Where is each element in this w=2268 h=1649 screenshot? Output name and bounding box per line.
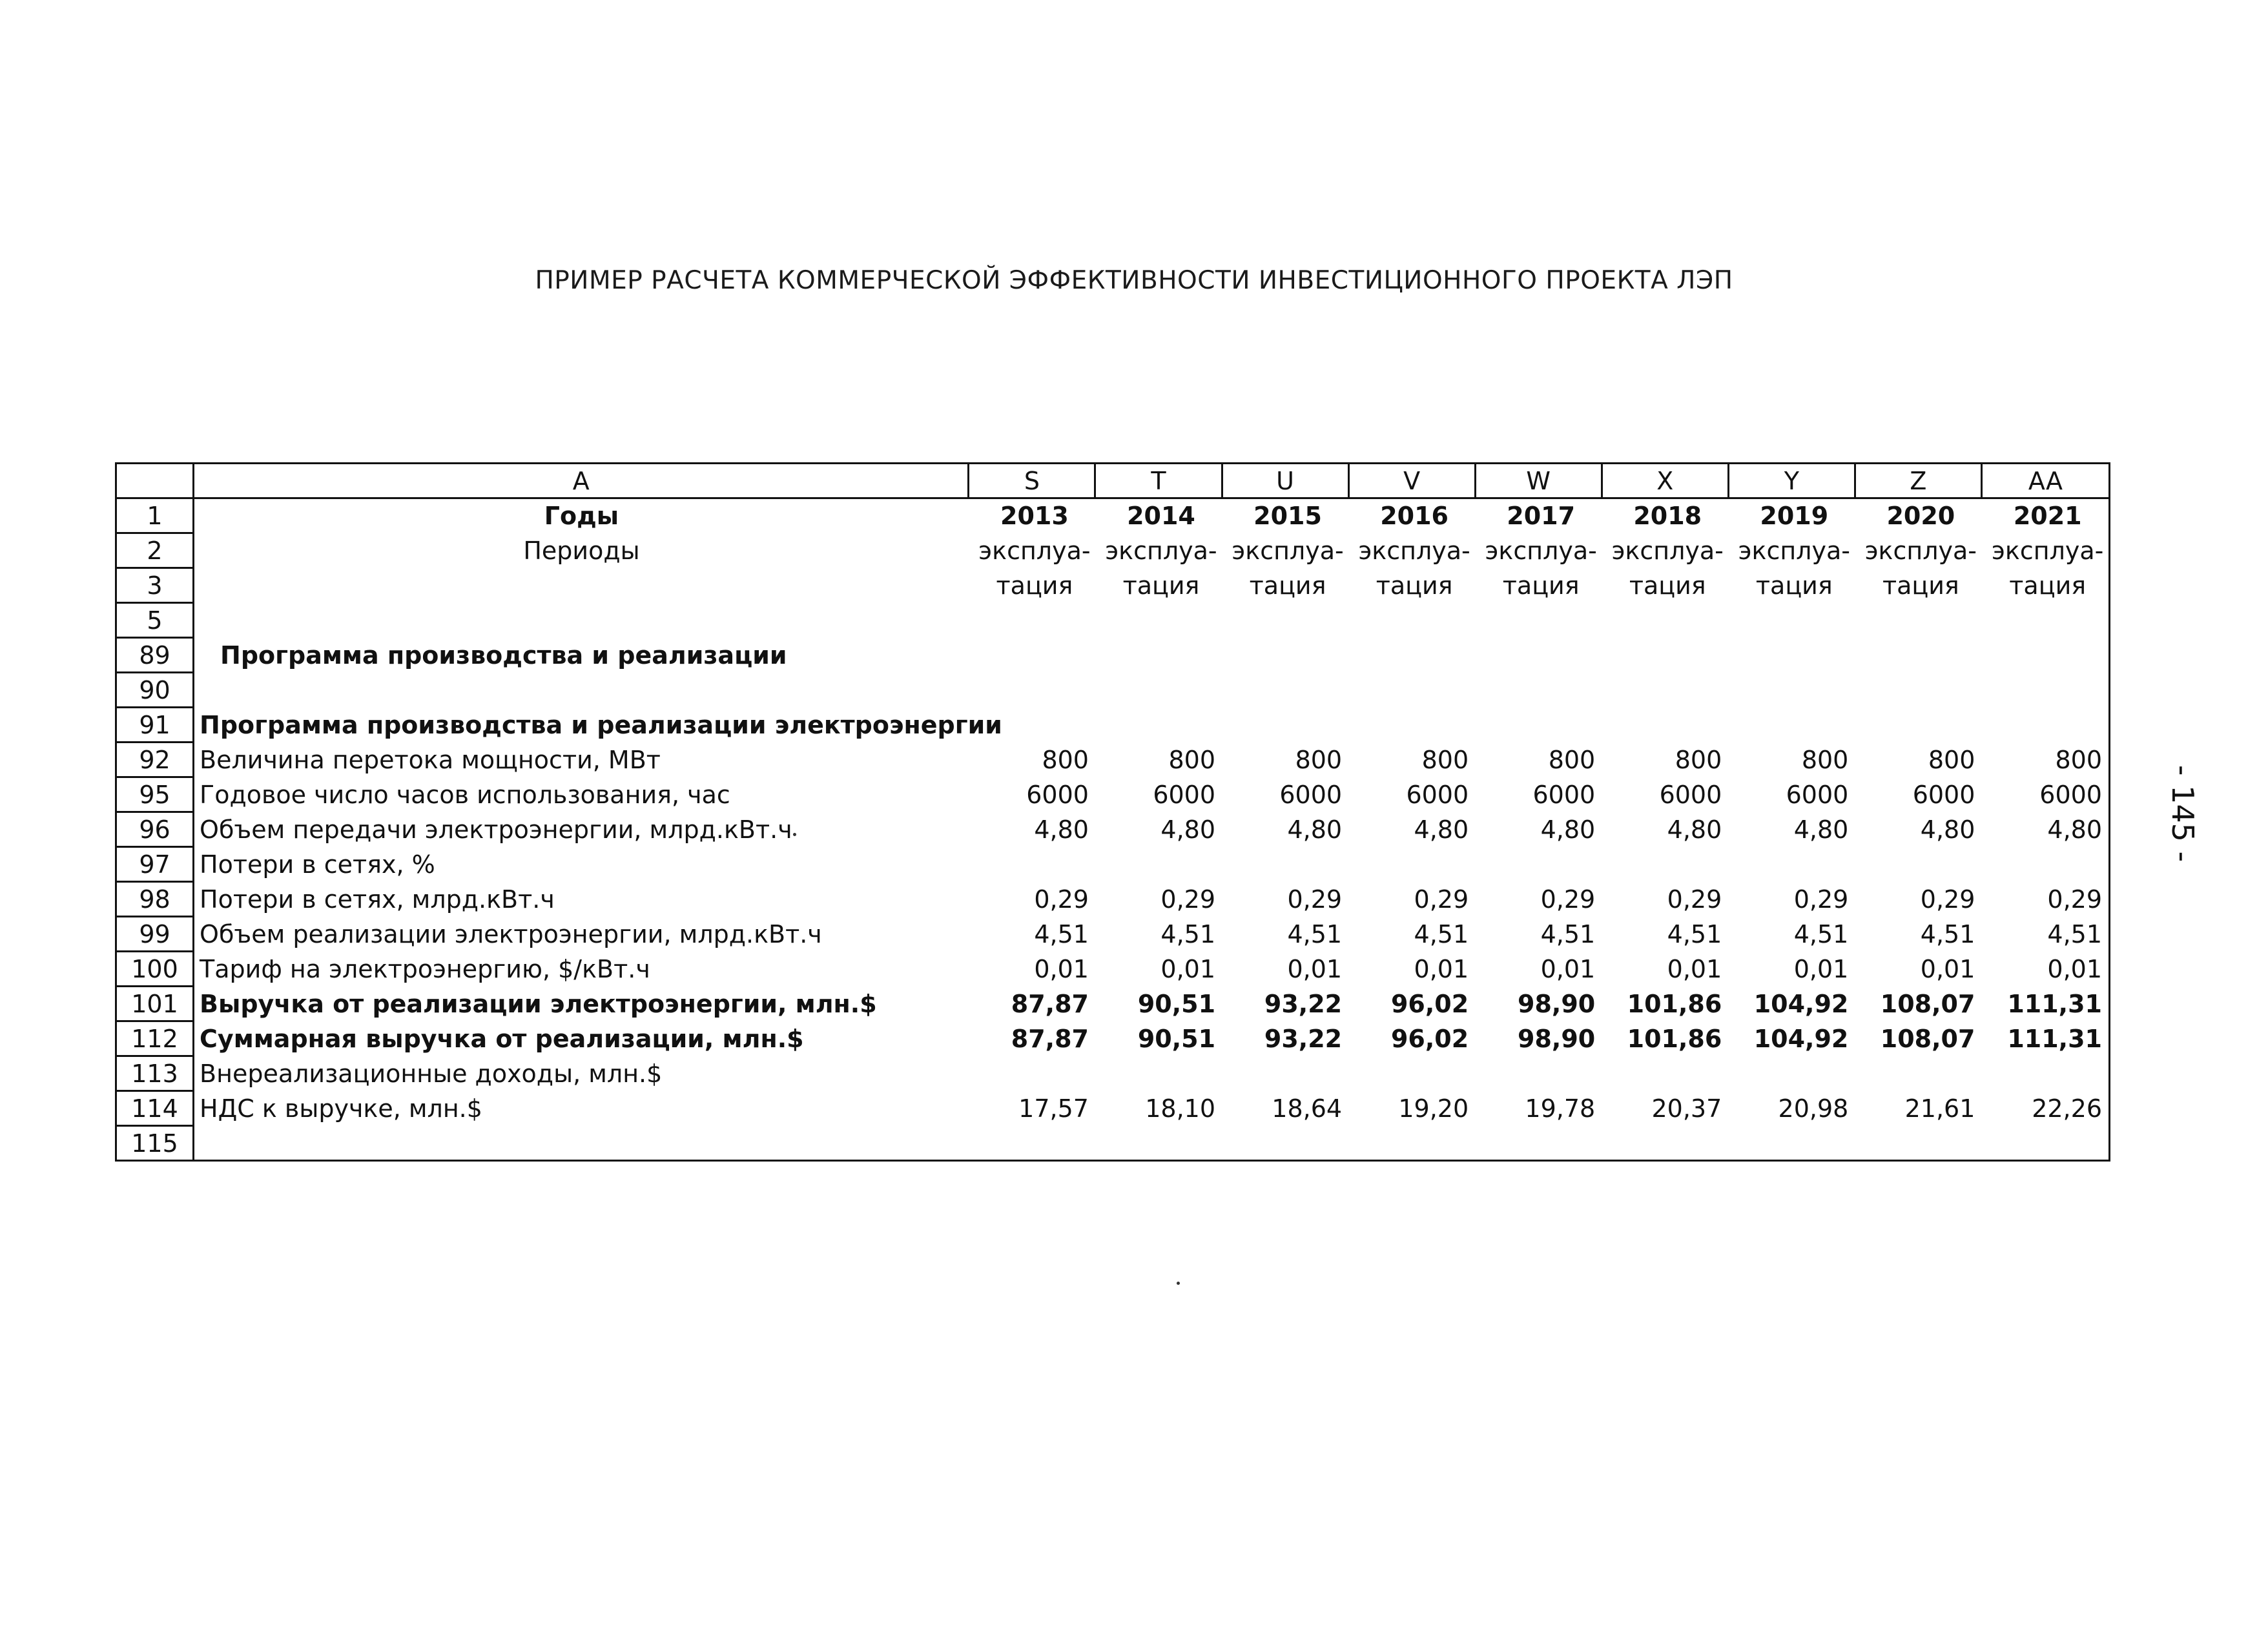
value-cell: 2015: [1253, 502, 1322, 531]
value-cell: 6000: [1659, 780, 1722, 809]
table-row: [116, 952, 2110, 987]
value-cell: эксплуа-: [978, 536, 1091, 565]
row-label: Суммарная выручка от реализации, млн.$: [194, 1021, 969, 1056]
row-label: Годы: [194, 498, 969, 533]
value-cell: 87,87: [1011, 989, 1089, 1018]
value-cell: [1602, 1126, 1728, 1161]
value-cell: 20,98: [1778, 1094, 1849, 1123]
table-row: [116, 1126, 2110, 1161]
row-label: [194, 603, 969, 638]
value-cell: 4,51: [1414, 919, 1469, 948]
value-cell: [969, 673, 1095, 708]
row-number: 95: [116, 777, 194, 812]
value-cell: [1348, 603, 1475, 638]
row-label: Тариф на электроэнергию, $/кВт.ч: [194, 952, 969, 987]
corner-cell: [116, 464, 194, 498]
row-number: 92: [116, 743, 194, 777]
value-cell: 0,01: [1981, 952, 2109, 987]
table-row: [116, 1021, 2110, 1056]
value-cell: [1981, 673, 2109, 708]
row-number: 115: [116, 1126, 194, 1161]
row-number: 100: [116, 952, 194, 987]
value-cell: 6000: [1279, 780, 1343, 809]
value-cell: 4,51: [1034, 919, 1089, 948]
value-cell: тация: [1502, 571, 1580, 600]
table-row: [116, 498, 2110, 533]
row-label: Величина перетока мощности, МВт: [194, 743, 969, 777]
value-cell: [1981, 847, 2109, 882]
value-cell: 2013: [1000, 502, 1069, 531]
value-cell: 20,37: [1651, 1094, 1722, 1123]
row-label: Годовое число часов использования, час: [194, 777, 969, 812]
value-cell: 0,29: [1160, 885, 1216, 914]
value-cell: 19,78: [1525, 1094, 1596, 1123]
value-cell: 2016: [1380, 502, 1448, 531]
value-cell: 4,51: [1160, 919, 1216, 948]
row-number: 3: [116, 568, 194, 603]
value-cell: 87,87: [1011, 1024, 1089, 1053]
value-cell: [1602, 708, 1728, 743]
value-cell: [1728, 603, 1855, 638]
value-cell: [1728, 847, 1855, 882]
value-cell: 2020: [1886, 502, 1955, 531]
value-cell: 2017: [1507, 502, 1576, 531]
value-cell: 90,51: [1137, 989, 1216, 1018]
value-cell: 800: [1042, 745, 1089, 774]
value-cell: 800: [1421, 745, 1469, 774]
value-cell: [969, 638, 1095, 673]
value-cell: 6000: [1153, 780, 1216, 809]
value-cell: 6000: [1981, 777, 2109, 812]
row-label: Объем реализации электроэнергии, млрд.кВт.ч: [194, 917, 969, 952]
value-cell: [1095, 1126, 1222, 1161]
row-number: 1: [116, 498, 194, 533]
value-cell: [1348, 638, 1475, 673]
value-cell: 98,90: [1518, 1024, 1596, 1053]
value-cell: 4,80: [1920, 815, 1975, 844]
value-cell: эксплуа-: [1105, 536, 1217, 565]
value-cell: 4,80: [1160, 815, 1216, 844]
value-cell: эксплуа-: [1981, 533, 2109, 568]
value-cell: [1602, 603, 1728, 638]
value-cell: [1728, 1126, 1855, 1161]
value-cell: [1475, 673, 1602, 708]
table-row: [116, 673, 2110, 708]
value-cell: 0,29: [1540, 885, 1596, 914]
value-cell: 4,80: [1981, 812, 2109, 847]
table-row: [116, 917, 2110, 952]
row-label: Выручка от реализации электроэнергии, млн.$: [194, 987, 969, 1021]
column-header: T: [1095, 464, 1222, 498]
value-cell: 101,86: [1627, 989, 1722, 1018]
value-cell: 4,51: [1920, 919, 1975, 948]
value-cell: 22,26: [1981, 1091, 2109, 1126]
table-row: [116, 638, 2110, 673]
value-cell: эксплуа-: [1864, 536, 1977, 565]
value-cell: 96,02: [1390, 1024, 1469, 1053]
value-cell: 90,51: [1137, 1024, 1216, 1053]
value-cell: 4,80: [1540, 815, 1596, 844]
value-cell: 2018: [1633, 502, 1702, 531]
value-cell: 800: [1981, 743, 2109, 777]
value-cell: 800: [1168, 745, 1216, 774]
value-cell: [1222, 1126, 1348, 1161]
value-cell: 0,29: [1034, 885, 1089, 914]
value-cell: [1602, 847, 1728, 882]
value-cell: [1222, 603, 1348, 638]
value-cell: [1855, 847, 1981, 882]
value-cell: [1602, 1056, 1728, 1091]
value-cell: [1855, 673, 1981, 708]
table-row: [116, 847, 2110, 882]
value-cell: тация: [1629, 571, 1706, 600]
column-header: V: [1348, 464, 1475, 498]
value-cell: [1728, 708, 1855, 743]
value-cell: [1475, 603, 1602, 638]
value-cell: 0,29: [1920, 885, 1975, 914]
value-cell: 93,22: [1264, 1024, 1343, 1053]
value-cell: 4,80: [1793, 815, 1849, 844]
value-cell: [1728, 1056, 1855, 1091]
table-row: [116, 533, 2110, 568]
value-cell: тация: [996, 571, 1073, 600]
value-cell: 0,29: [1287, 885, 1343, 914]
value-cell: [969, 603, 1095, 638]
column-header: X: [1602, 464, 1728, 498]
column-header: A: [194, 464, 969, 498]
value-cell: 4,51: [1540, 919, 1596, 948]
value-cell: 0,29: [1981, 882, 2109, 917]
row-label: Потери в сетях, %: [194, 847, 969, 882]
value-cell: 111,31: [1981, 1021, 2109, 1056]
table-row: [116, 882, 2110, 917]
value-cell: 4,51: [1981, 917, 2109, 952]
value-cell: 0,01: [1287, 954, 1343, 983]
column-header: S: [969, 464, 1095, 498]
value-cell: [1855, 708, 1981, 743]
row-number: 99: [116, 917, 194, 952]
value-cell: 0,01: [1034, 954, 1089, 983]
value-cell: тация: [1882, 571, 1959, 600]
value-cell: [1855, 638, 1981, 673]
table-row: [116, 603, 2110, 638]
value-cell: 0,29: [1793, 885, 1849, 914]
value-cell: [1348, 1126, 1475, 1161]
value-cell: 800: [1295, 745, 1343, 774]
table-row: [116, 708, 2110, 743]
value-cell: эксплуа-: [1611, 536, 1724, 565]
row-label: Периоды: [194, 533, 969, 568]
value-cell: 108,07: [1880, 1024, 1975, 1053]
value-cell: 4,51: [1793, 919, 1849, 948]
value-cell: 111,31: [1981, 987, 2109, 1021]
table-row: [116, 1056, 2110, 1091]
value-cell: 98,90: [1518, 989, 1596, 1018]
value-cell: [1095, 1056, 1222, 1091]
table-row: [116, 568, 2110, 603]
value-cell: [1348, 673, 1475, 708]
column-header: Y: [1728, 464, 1855, 498]
value-cell: тация: [1376, 571, 1453, 600]
value-cell: 101,86: [1627, 1024, 1722, 1053]
page-number: - 145 -: [2165, 764, 2200, 863]
value-cell: 96,02: [1390, 989, 1469, 1018]
column-header: AA: [1981, 464, 2109, 498]
row-label: Программа производства и реализации: [194, 638, 969, 673]
value-cell: 18,10: [1145, 1094, 1216, 1123]
row-number: 98: [116, 882, 194, 917]
row-number: 114: [116, 1091, 194, 1126]
value-cell: [1222, 847, 1348, 882]
value-cell: 104,92: [1753, 989, 1849, 1018]
value-cell: [1475, 1126, 1602, 1161]
row-number: 112: [116, 1021, 194, 1056]
value-cell: [1855, 1126, 1981, 1161]
value-cell: эксплуа-: [1738, 536, 1850, 565]
row-number: 101: [116, 987, 194, 1021]
value-cell: 0,01: [1540, 954, 1596, 983]
value-cell: 4,51: [1287, 919, 1343, 948]
row-number: 89: [116, 638, 194, 673]
value-cell: 4,51: [1667, 919, 1722, 948]
value-cell: тация: [1981, 568, 2109, 603]
value-cell: эксплуа-: [1358, 536, 1470, 565]
value-cell: [1222, 638, 1348, 673]
value-cell: [1855, 603, 1981, 638]
value-cell: 2019: [1760, 502, 1829, 531]
value-cell: [1728, 673, 1855, 708]
value-cell: [1981, 1126, 2109, 1161]
value-cell: [1855, 1056, 1981, 1091]
value-cell: [1981, 638, 2109, 673]
column-header: U: [1222, 464, 1348, 498]
value-cell: 6000: [1026, 780, 1089, 809]
table-row: [116, 777, 2110, 812]
value-cell: эксплуа-: [1232, 536, 1344, 565]
value-cell: 18,64: [1272, 1094, 1343, 1123]
row-label: [194, 568, 969, 603]
value-cell: [969, 1126, 1095, 1161]
value-cell: [1222, 1056, 1348, 1091]
value-cell: 0,29: [1414, 885, 1469, 914]
value-cell: 19,20: [1398, 1094, 1469, 1123]
value-cell: эксплуа-: [1485, 536, 1597, 565]
table-row: [116, 812, 2110, 847]
value-cell: [1348, 708, 1475, 743]
column-header: Z: [1855, 464, 1981, 498]
value-cell: 17,57: [1018, 1094, 1089, 1123]
value-cell: 4,80: [1287, 815, 1343, 844]
value-cell: [1095, 708, 1222, 743]
value-cell: 0,29: [1667, 885, 1722, 914]
spreadsheet-table: [115, 462, 2110, 1162]
value-cell: [1475, 1056, 1602, 1091]
value-cell: 0,01: [1920, 954, 1975, 983]
value-cell: [1728, 638, 1855, 673]
row-label: Объем передачи электроэнергии, млрд.кВт.ч: [194, 812, 969, 847]
stray-mark: [1177, 1282, 1180, 1285]
table-row: [116, 987, 2110, 1021]
table-row: [116, 1091, 2110, 1126]
value-cell: тация: [1249, 571, 1326, 600]
value-cell: [1602, 673, 1728, 708]
value-cell: [1095, 673, 1222, 708]
document-title: ПРИМЕР РАСЧЕТА КОММЕРЧЕСКОЙ ЭФФЕКТИВНОСТИ ИНВЕСТИЦИОННОГО ПРОЕКТА ЛЭП: [535, 266, 1733, 295]
value-cell: 0,01: [1414, 954, 1469, 983]
value-cell: 6000: [1786, 780, 1849, 809]
row-number: 113: [116, 1056, 194, 1091]
table-row: [116, 743, 2110, 777]
value-cell: 21,61: [1904, 1094, 1975, 1123]
value-cell: [1222, 708, 1348, 743]
value-cell: 800: [1548, 745, 1596, 774]
value-cell: [1602, 638, 1728, 673]
value-cell: 4,80: [1414, 815, 1469, 844]
row-label: Потери в сетях, млрд.кВт.ч: [194, 882, 969, 917]
value-cell: 6000: [1912, 780, 1975, 809]
value-cell: 800: [1928, 745, 1975, 774]
row-number: 91: [116, 708, 194, 743]
value-cell: [1981, 603, 2109, 638]
value-cell: [1981, 1056, 2109, 1091]
row-number: 97: [116, 847, 194, 882]
row-label: [194, 1126, 969, 1161]
value-cell: 2014: [1127, 502, 1195, 531]
value-cell: [1981, 708, 2109, 743]
value-cell: [969, 847, 1095, 882]
row-number: 2: [116, 533, 194, 568]
value-cell: [1222, 673, 1348, 708]
value-cell: 4,80: [1034, 815, 1089, 844]
value-cell: 0,01: [1667, 954, 1722, 983]
value-cell: 800: [1801, 745, 1849, 774]
value-cell: [1348, 1056, 1475, 1091]
value-cell: 108,07: [1880, 989, 1975, 1018]
value-cell: 0,01: [1793, 954, 1849, 983]
column-header: W: [1475, 464, 1602, 498]
value-cell: [1095, 638, 1222, 673]
value-cell: 2021: [1981, 498, 2109, 533]
value-cell: [1475, 847, 1602, 882]
row-number: 90: [116, 673, 194, 708]
row-label: [194, 673, 969, 708]
row-label: Внереализационные доходы, млн.$: [194, 1056, 969, 1091]
row-label: Программа производства и реализации электроэнергии: [194, 708, 969, 743]
value-cell: тация: [1122, 571, 1200, 600]
value-cell: [1348, 847, 1475, 882]
value-cell: тация: [1755, 571, 1833, 600]
value-cell: [1475, 638, 1602, 673]
value-cell: 93,22: [1264, 989, 1343, 1018]
value-cell: 0,01: [1160, 954, 1216, 983]
value-cell: 6000: [1532, 780, 1596, 809]
row-label: НДС к выручке, млн.$: [194, 1091, 969, 1126]
value-cell: 800: [1675, 745, 1722, 774]
row-number: 5: [116, 603, 194, 638]
value-cell: [1475, 708, 1602, 743]
value-cell: 4,80: [1667, 815, 1722, 844]
row-number: 96: [116, 812, 194, 847]
value-cell: [1095, 603, 1222, 638]
value-cell: [969, 1056, 1095, 1091]
value-cell: 6000: [1406, 780, 1469, 809]
value-cell: 104,92: [1753, 1024, 1849, 1053]
value-cell: [1095, 847, 1222, 882]
